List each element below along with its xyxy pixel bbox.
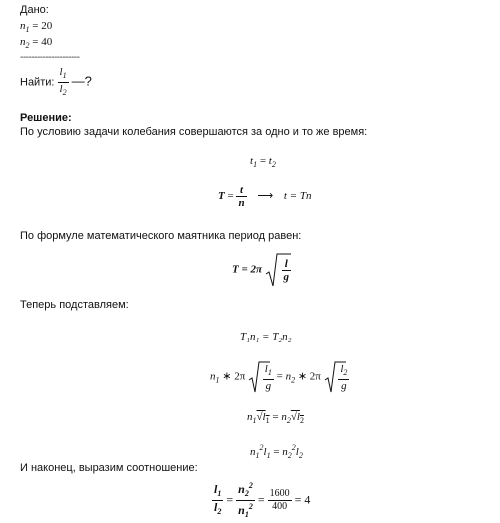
n1-sub: 1: [215, 375, 220, 385]
l2: l: [214, 500, 218, 514]
n2-pow: 2: [248, 481, 253, 490]
n1-pow: 2: [248, 502, 253, 511]
given-label: Дано:: [20, 4, 49, 16]
eq-t: [250, 155, 276, 169]
given-n1: [20, 20, 52, 34]
sqrt-2: [324, 360, 350, 394]
eq: =: [259, 155, 267, 167]
separator: ---------------------: [20, 52, 80, 63]
var: n: [20, 20, 26, 32]
l1-over-g: [263, 363, 274, 392]
n1-sub: 1: [244, 510, 249, 519]
n2-sub: 2: [287, 451, 292, 460]
l1-sub: 1: [267, 367, 272, 377]
n1-sub: 1: [252, 416, 257, 425]
t-over-n: [236, 184, 246, 209]
l2-sub: 2: [299, 416, 304, 425]
den: l: [59, 83, 63, 95]
eq-sub-4: [250, 443, 303, 460]
eq-final: [212, 480, 310, 521]
text-1: По условию задачи колебания совершаются за одно и то же время:: [20, 126, 368, 138]
value: = 40: [32, 36, 53, 48]
T: T: [218, 190, 225, 203]
text-3: Теперь подставляем:: [20, 299, 129, 311]
eq: =: [227, 190, 234, 203]
den: 400: [272, 501, 288, 512]
l2: l: [295, 446, 299, 458]
n1-pow: 2: [259, 443, 264, 452]
num-sub: 1: [62, 71, 67, 80]
g: g: [265, 379, 272, 392]
times-2pi-2: ∗ 2π: [297, 370, 321, 383]
n2-sub: 2: [244, 489, 249, 498]
times-2pi: ∗ 2π: [222, 370, 246, 383]
rhs: t = Tn: [283, 190, 312, 203]
l2: l: [296, 411, 300, 423]
l2-sub: 2: [298, 451, 303, 460]
g: g: [341, 379, 347, 392]
l2-over-g: [338, 363, 349, 392]
l1: l: [263, 446, 267, 458]
t1-sub: 1: [253, 160, 258, 169]
l1-sub: 1: [217, 489, 222, 498]
eq: =: [272, 411, 279, 423]
n2-pow: 2: [291, 443, 296, 452]
lhs: T = 2π: [232, 263, 262, 276]
n2: n: [282, 446, 288, 458]
sub: 2: [25, 41, 30, 50]
l1: l: [262, 411, 266, 423]
sub: 1: [25, 25, 30, 34]
eq-sub-2: [210, 360, 349, 394]
num: l: [282, 258, 292, 271]
sqrt-1: [248, 360, 274, 394]
n2: n: [281, 411, 287, 423]
find-tail: —?: [71, 73, 92, 89]
l1-over-l2: [212, 483, 223, 518]
find-label: Найти:: [20, 76, 55, 89]
arrow-icon: ⟶: [257, 190, 274, 203]
eq-sub-3: [247, 411, 304, 425]
eq: =: [226, 492, 234, 507]
num: 1600: [269, 488, 290, 499]
n2: n: [285, 370, 292, 383]
n1: n: [250, 446, 256, 458]
given-n2: [20, 36, 52, 50]
result: = 4: [294, 492, 311, 507]
eq-T: [218, 184, 311, 209]
n1: n: [210, 370, 216, 383]
t2-sub: 2: [271, 160, 276, 169]
text-2: По формуле математического маятника период равен:: [20, 230, 302, 242]
n2sq-over-n1sq: [236, 480, 255, 521]
eq-sub-1: T₁n₁ = T₂n₂: [240, 331, 292, 343]
den-sub: 2: [62, 88, 67, 97]
eq-2: =: [257, 492, 265, 507]
n2: n: [238, 482, 245, 496]
eq-period: [232, 252, 291, 288]
text-4: И наконец, выразим соотношение:: [20, 462, 198, 474]
l1: l: [214, 482, 218, 496]
find-fraction: [58, 66, 69, 99]
sqrt: [265, 252, 291, 288]
num: l: [59, 66, 63, 78]
t1: t: [250, 155, 254, 167]
eq: =: [273, 446, 280, 458]
var: n: [20, 36, 26, 48]
l2: l: [340, 362, 344, 375]
n1-sub: 1: [255, 451, 260, 460]
l-over-g: [282, 258, 292, 283]
l1-sub: 1: [266, 451, 271, 460]
l2-sub: 2: [217, 507, 222, 516]
find-line: [20, 66, 92, 99]
numeric-fraction: [268, 488, 292, 513]
t2: t: [268, 155, 272, 167]
num: t: [236, 184, 246, 197]
sqrt-l2: $√l_2$: [290, 411, 304, 425]
n1: n: [247, 411, 253, 423]
n1: n: [238, 503, 245, 517]
l1-sub: 1: [265, 416, 270, 425]
n2-sub: 2: [291, 375, 296, 385]
solution-label: Решение:: [20, 112, 72, 124]
den: g: [283, 270, 289, 283]
l1: l: [264, 362, 268, 375]
sqrt-l1: $√l_1$: [256, 411, 270, 425]
den: n: [238, 197, 245, 209]
value: = 20: [32, 20, 53, 32]
n2-sub: 2: [286, 416, 291, 425]
eq: =: [276, 370, 283, 383]
l2-sub: 2: [343, 367, 348, 377]
